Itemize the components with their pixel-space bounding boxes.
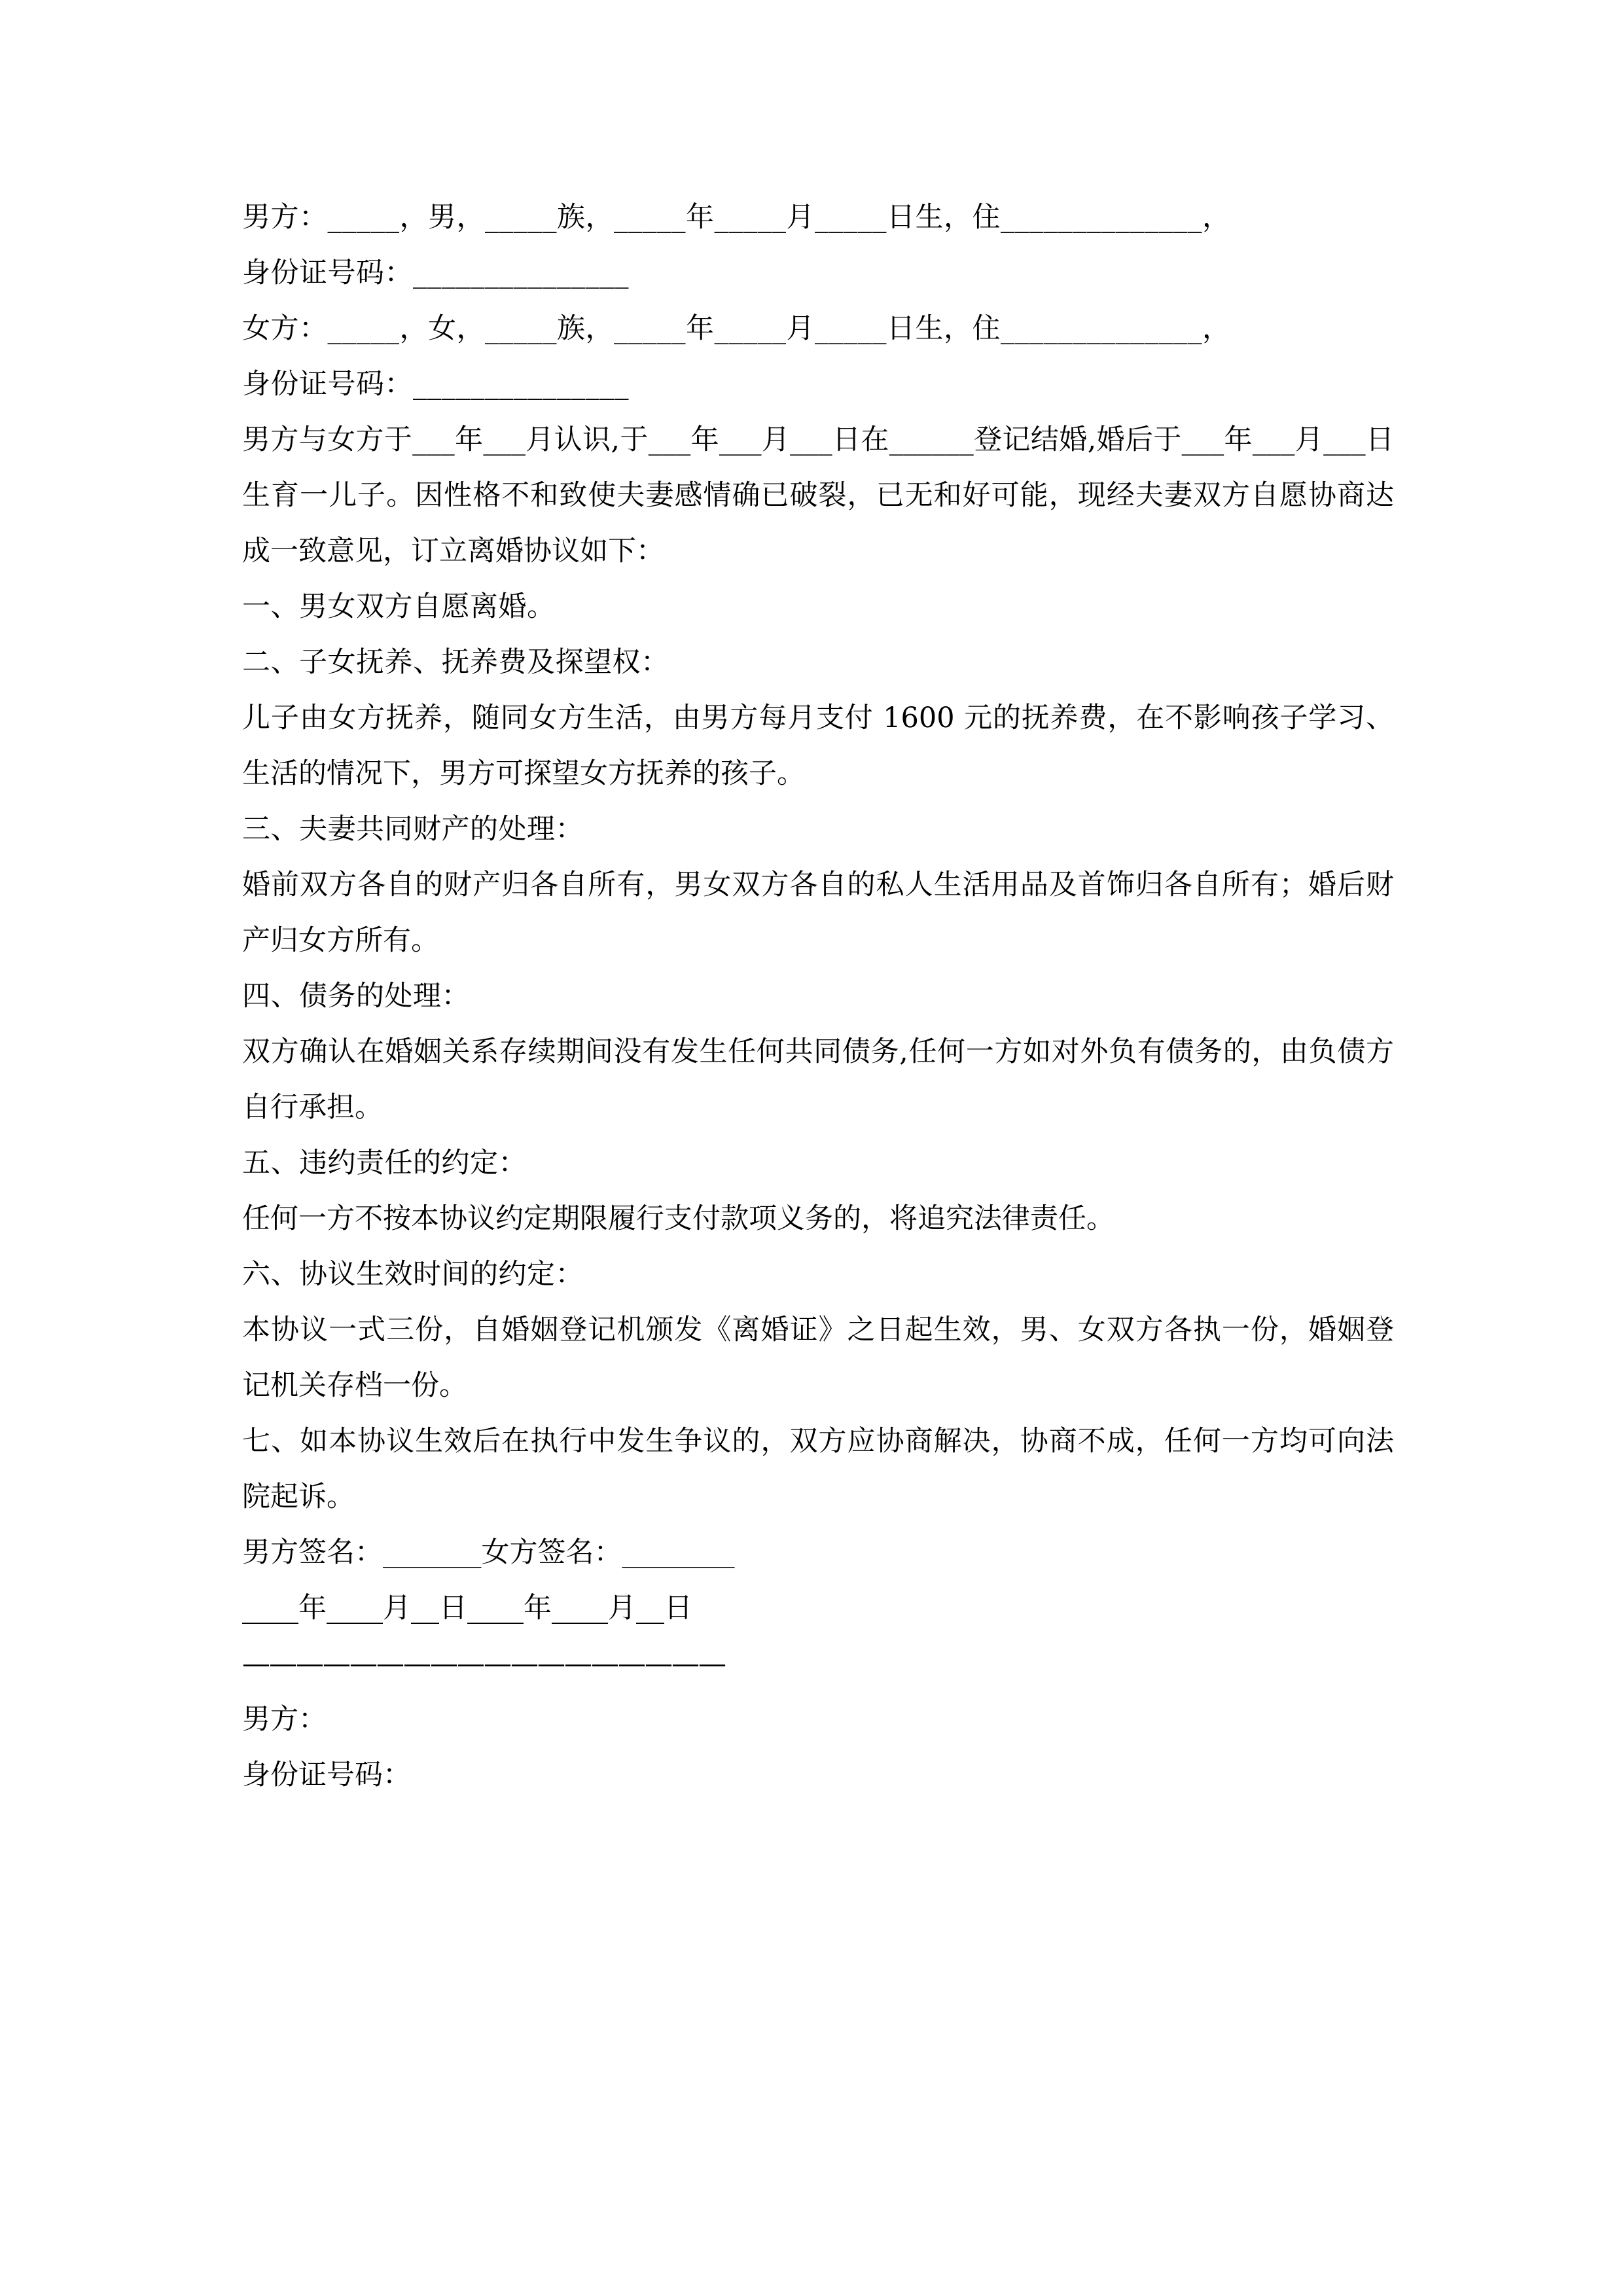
clause-6-body: 本协议一式三份，自婚姻登记机颁发《离婚证》之日起生效，男、女双方各执一份，婚姻登记机关存档一份。	[242, 1314, 1394, 1402]
clause-2-body: 儿子由女方抚养，随同女方生活，由男方每月支付 1600 元的抚养费，在不影响孩子学习、生活的情况下，男方可探望女方抚养的孩子。	[242, 702, 1394, 790]
tail-man-label: 男方：	[242, 1703, 327, 1736]
clause-2-title: 二、子女抚养、抚养费及探望权：	[242, 646, 669, 679]
clause-4-title: 四、债务的处理：	[242, 980, 470, 1013]
document-body	[242, 190, 1394, 1803]
clause-7: 七、如本协议生效后在执行中发生争议的，双方应协商解决，协商不成，任何一方均可向法院起诉。	[242, 1425, 1394, 1513]
clause-3-title: 三、夫妻共同财产的处理：	[242, 813, 584, 846]
clause-3-body: 婚前双方各自的财产归各自所有，男女双方各自的私人生活用品及首饰归各自所有；婚后财产归女方所有。	[242, 869, 1394, 957]
woman-id-line: 身份证号码：_______________	[242, 368, 629, 401]
woman-info-line-1: 女方：_____，女，_____族，_____年_____月_____日生，住______________，	[242, 312, 1231, 345]
clause-4-body: 双方确认在婚姻关系存续期间没有发生任何共同债务,任何一方如对外负有债务的，由负债方自行承担。	[242, 1035, 1394, 1124]
man-info-line-1: 男方：_____，男，_____族，_____年_____月_____日生，住______________，	[242, 201, 1231, 234]
clause-6-title: 六、协议生效时间的约定：	[242, 1258, 584, 1291]
clause-5-body: 任何一方不按本协议约定期限履行支付款项义务的，将追究法律责任。	[242, 1202, 1115, 1235]
section-divider: ——————————————————	[242, 1647, 725, 1680]
signature-line: 男方签名：_______女方签名：________	[242, 1536, 735, 1569]
tail-id-label: 身份证号码：	[242, 1759, 411, 1791]
clause-1: 一、男女双方自愿离婚。	[242, 590, 556, 623]
signature-date-line: ____年____月__日____年____月__日	[242, 1592, 692, 1624]
man-id-line: 身份证号码：_______________	[242, 257, 629, 289]
clause-5-title: 五、违约责任的约定：	[242, 1147, 527, 1179]
intro-paragraph: 男方与女方于___年___月认识,于___年___月___日在______登记结婚,婚后于___年___月___日生育一儿子。因性格不和致使夫妻感情确已破裂，已无和好可能，现经夫妻双方自愿协商达成一致意见，订立离婚协议如下：	[242, 423, 1394, 567]
